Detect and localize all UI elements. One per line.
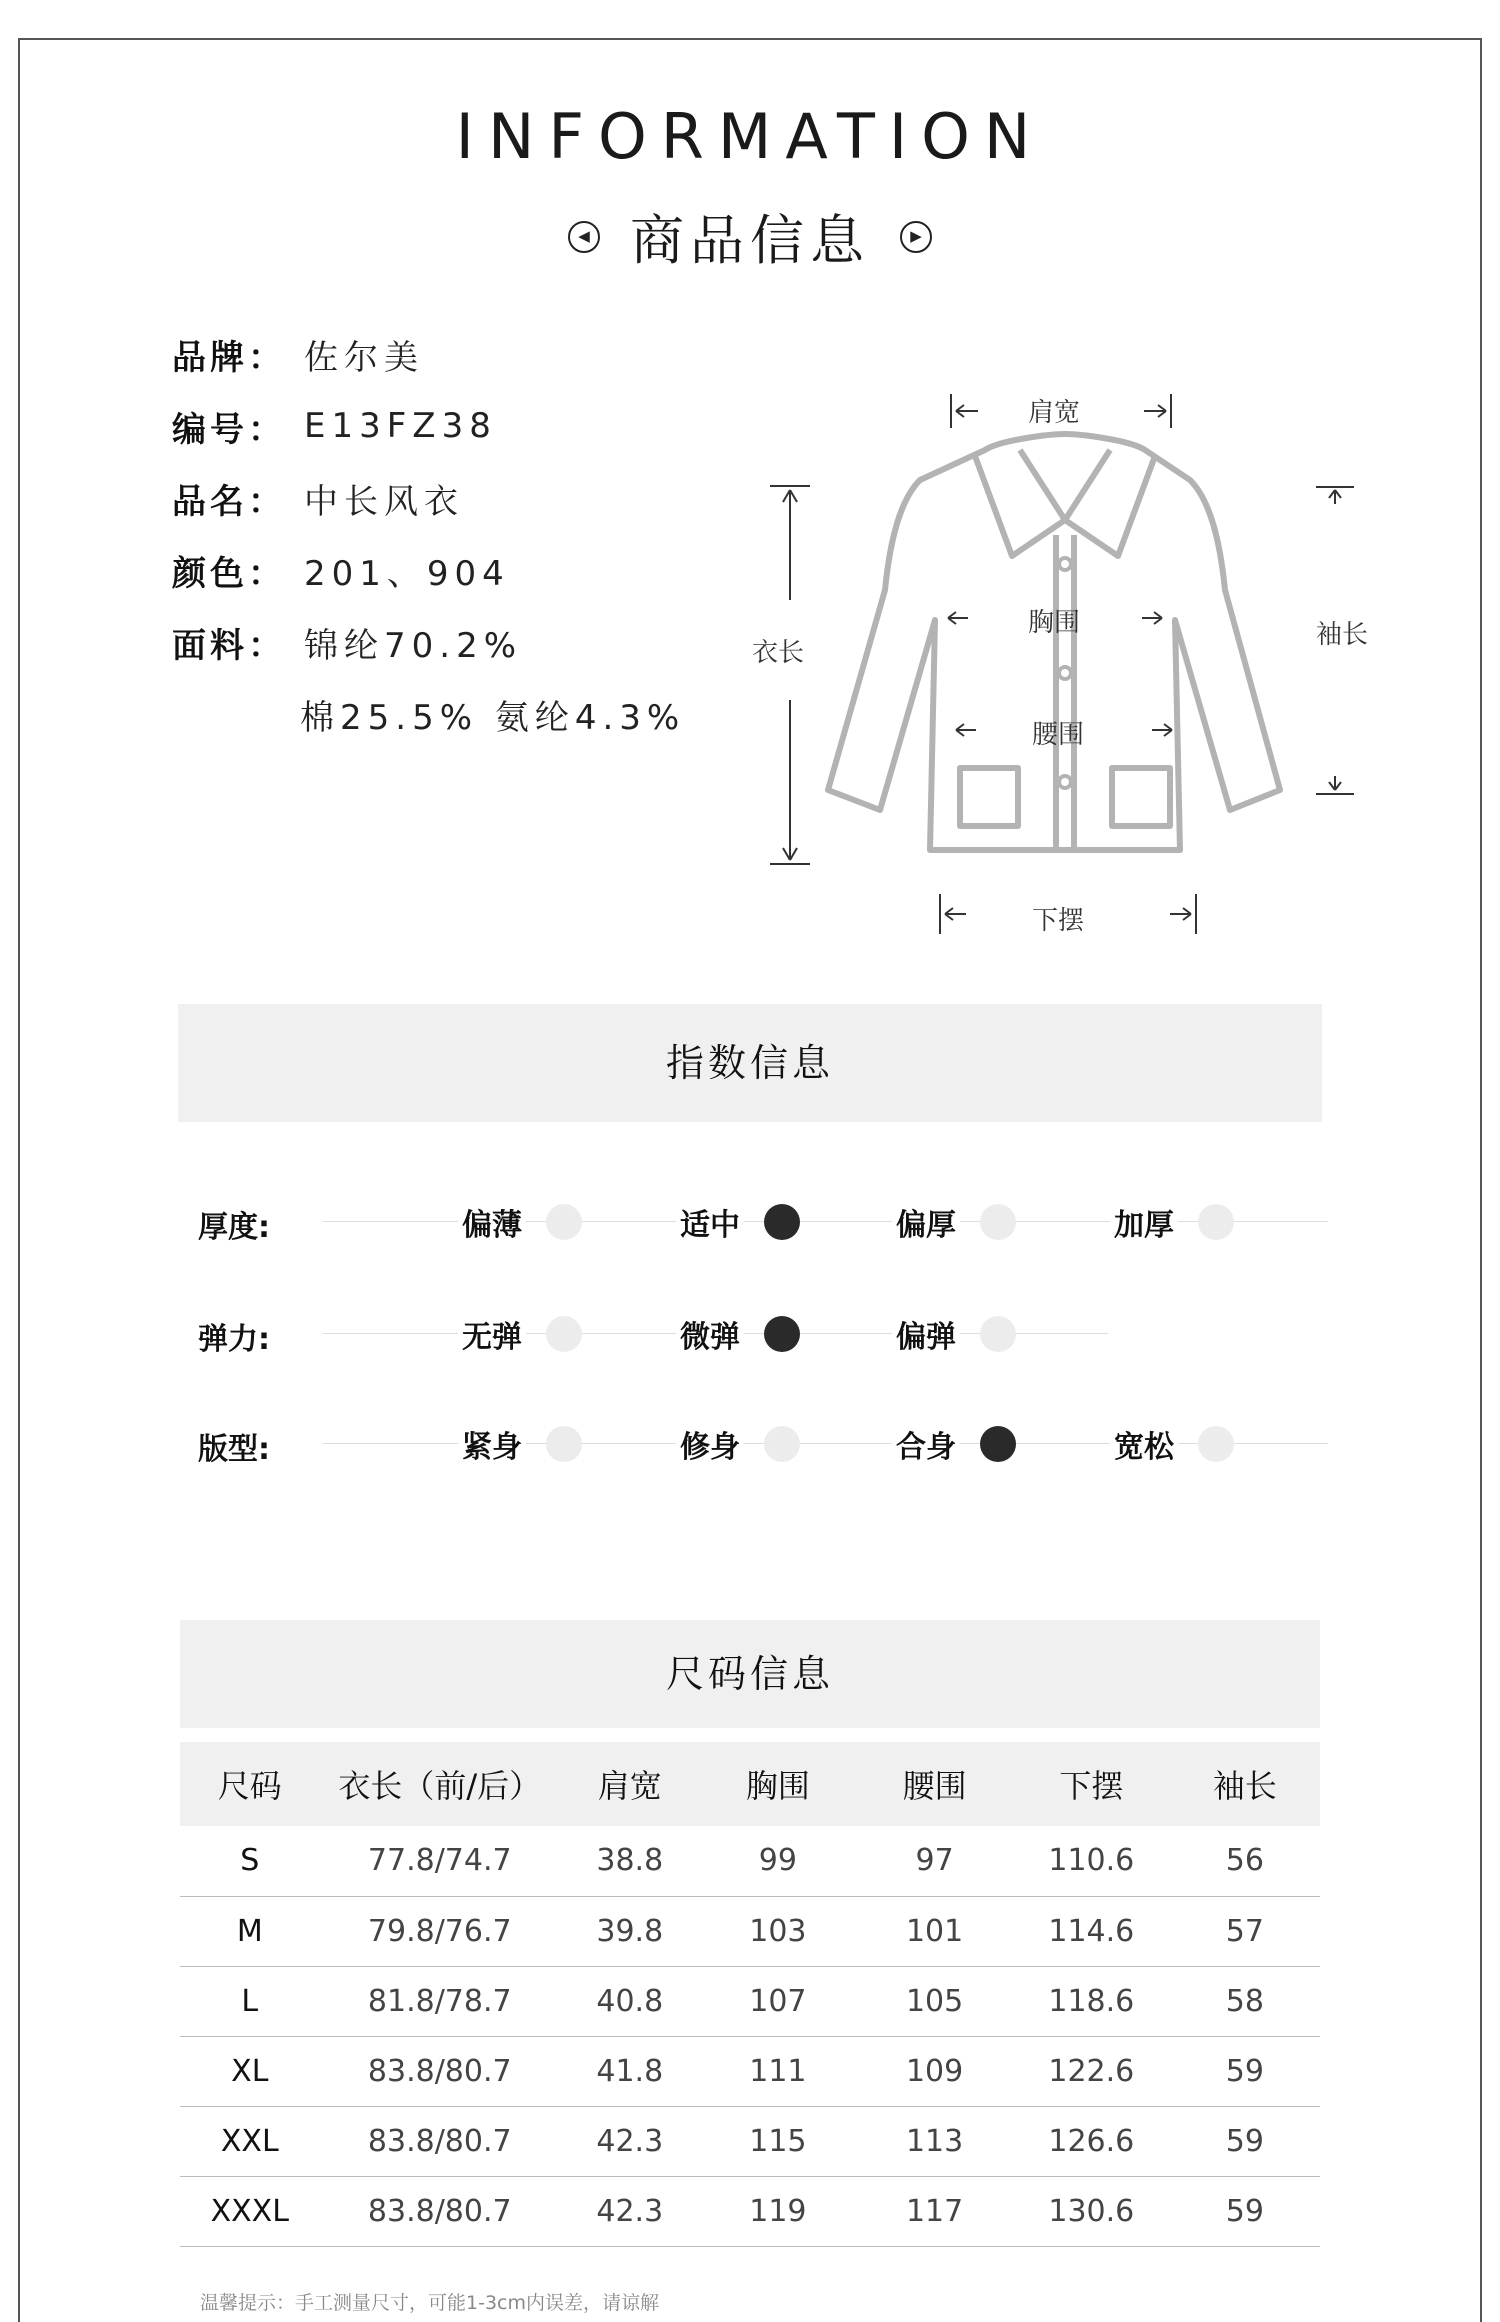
table-cell: 111: [700, 2036, 857, 2106]
option-dot-selected: [980, 1426, 1016, 1462]
info-row-brand: [172, 318, 685, 390]
table-row: [180, 1826, 1320, 1896]
info-row-name: [172, 462, 685, 534]
label-chest: 胸围: [1028, 608, 1081, 638]
info-value: 201、904: [304, 553, 510, 594]
scale-option: [458, 1414, 582, 1474]
table-cell: M: [180, 1896, 320, 1966]
table-cell: XL: [180, 2036, 320, 2106]
table-cell: 115: [700, 2106, 857, 2176]
table-cell: 79.8/76.7: [320, 1896, 560, 1966]
table-cell: 58: [1170, 1966, 1320, 2036]
label-waist: 腰围: [1032, 720, 1085, 750]
table-row: [180, 2036, 1320, 2106]
info-value: 棉25.5% 氨纶4.3%: [300, 697, 686, 738]
table-cell: 83.8/80.7: [320, 2106, 560, 2176]
table-cell: XXL: [180, 2106, 320, 2176]
option-label: 紧身: [458, 1422, 526, 1466]
scale-row-thickness: [198, 1192, 1328, 1252]
table-row: [180, 1966, 1320, 2036]
table-cell: 56: [1170, 1826, 1320, 1896]
table-cell: 83.8/80.7: [320, 2176, 560, 2246]
table-cell: 118.6: [1013, 1966, 1170, 2036]
info-key: 面料：: [172, 625, 286, 666]
option-label: 加厚: [1110, 1200, 1178, 1244]
option-dot: [980, 1204, 1016, 1240]
option-dot: [1198, 1426, 1234, 1462]
table-row: [180, 1896, 1320, 1966]
info-row-color: [172, 534, 685, 606]
option-label: 修身: [676, 1422, 744, 1466]
index-info-title: 指数信息: [178, 1004, 1322, 1122]
table-cell: 117: [856, 2176, 1013, 2246]
info-key: 编号：: [172, 409, 286, 450]
option-label: 偏薄: [458, 1200, 526, 1244]
table-cell: 97: [856, 1826, 1013, 1896]
scale-option: [458, 1192, 582, 1252]
table-header: 袖长: [1170, 1742, 1320, 1826]
table-cell: 57: [1170, 1896, 1320, 1966]
coat-outline-icon: [720, 370, 1400, 950]
table-cell: 99: [700, 1826, 857, 1896]
table-header: 腰围: [856, 1742, 1013, 1826]
size-info-title: 尺码信息: [180, 1620, 1320, 1728]
scale-option: [676, 1304, 800, 1364]
option-label: 宽松: [1110, 1422, 1178, 1466]
scale-row-elasticity: [198, 1304, 1108, 1364]
table-header: 衣长（前/后）: [320, 1742, 560, 1826]
option-label: 适中: [676, 1200, 744, 1244]
table-cell: 122.6: [1013, 2036, 1170, 2106]
table-cell: 107: [700, 1966, 857, 2036]
option-dot: [546, 1204, 582, 1240]
info-value: 中长风衣: [304, 481, 464, 522]
info-key: 颜色：: [172, 553, 286, 594]
table-cell: XXXL: [180, 2176, 320, 2246]
label-sleeve: 袖长: [1316, 620, 1369, 650]
table-cell: 42.3: [560, 2176, 700, 2246]
table-cell: 105: [856, 1966, 1013, 2036]
table-cell: L: [180, 1966, 320, 2036]
option-dot: [546, 1316, 582, 1352]
info-key: 品牌：: [172, 337, 286, 378]
info-row-fabric-cont: [172, 678, 685, 750]
option-dot: [1198, 1204, 1234, 1240]
table-cell: 59: [1170, 2106, 1320, 2176]
scale-option: [892, 1304, 1016, 1364]
table-row: [180, 2106, 1320, 2176]
table-cell: 83.8/80.7: [320, 2036, 560, 2106]
option-label: 偏弹: [892, 1312, 960, 1356]
info-value: 佐尔美: [304, 337, 424, 378]
scale-option: [676, 1192, 800, 1252]
scale-key: 版型:: [198, 1432, 270, 1467]
option-label: 微弹: [676, 1312, 744, 1356]
scale-option: [458, 1304, 582, 1364]
scale-option: [1110, 1192, 1234, 1252]
scale-option: [892, 1414, 1016, 1474]
table-header: 肩宽: [560, 1742, 700, 1826]
table-cell: 59: [1170, 2176, 1320, 2246]
table-header-row: [180, 1742, 1320, 1826]
table-cell: 59: [1170, 2036, 1320, 2106]
scale-key: 弹力:: [198, 1322, 270, 1357]
table-cell: 77.8/74.7: [320, 1826, 560, 1896]
label-hem: 下摆: [1032, 906, 1085, 936]
table-cell: 101: [856, 1896, 1013, 1966]
table-header: 胸围: [700, 1742, 857, 1826]
coat-measurement-diagram: [720, 370, 1400, 950]
table-cell: 113: [856, 2106, 1013, 2176]
title-cn-row: [0, 198, 1500, 275]
option-dot-selected: [764, 1204, 800, 1240]
table-header: 尺码: [180, 1742, 320, 1826]
table-cell: 114.6: [1013, 1896, 1170, 1966]
info-value: 锦纶70.2%: [304, 625, 523, 666]
table-cell: 40.8: [560, 1966, 700, 2036]
right-arrow-icon: ▶: [900, 221, 932, 253]
scale-option: [1110, 1414, 1234, 1474]
option-label: 偏厚: [892, 1200, 960, 1244]
option-dot-selected: [764, 1316, 800, 1352]
option-label: 无弹: [458, 1312, 526, 1356]
left-arrow-icon: ◀: [568, 221, 600, 253]
table-header: 下摆: [1013, 1742, 1170, 1826]
size-table: [180, 1742, 1320, 2247]
scale-option: [676, 1414, 800, 1474]
info-key: 品名：: [172, 481, 286, 522]
info-row-code: [172, 390, 685, 462]
option-dot: [764, 1426, 800, 1462]
table-cell: 126.6: [1013, 2106, 1170, 2176]
label-length: 衣长: [752, 638, 805, 668]
table-cell: 130.6: [1013, 2176, 1170, 2246]
title-en: INFORMATION: [455, 100, 1045, 173]
info-value: E13FZ38: [304, 406, 497, 446]
option-dot: [546, 1426, 582, 1462]
scale-row-fit: [198, 1414, 1328, 1474]
table-cell: 119: [700, 2176, 857, 2246]
table-cell: 39.8: [560, 1896, 700, 1966]
scale-option: [892, 1192, 1016, 1252]
table-cell: 110.6: [1013, 1826, 1170, 1896]
table-cell: 38.8: [560, 1826, 700, 1896]
table-cell: 109: [856, 2036, 1013, 2106]
table-cell: 42.3: [560, 2106, 700, 2176]
product-info: [172, 318, 685, 750]
option-label: 合身: [892, 1422, 960, 1466]
table-cell: S: [180, 1826, 320, 1896]
scale-key: 厚度:: [198, 1210, 270, 1245]
table-cell: 103: [700, 1896, 857, 1966]
option-dot: [980, 1316, 1016, 1352]
title-cn: 商品信息: [630, 209, 870, 272]
table-cell: 41.8: [560, 2036, 700, 2106]
label-shoulder: 肩宽: [1028, 398, 1081, 428]
info-row-fabric: [172, 606, 685, 678]
table-cell: 81.8/78.7: [320, 1966, 560, 2036]
measurement-note: 温馨提示：手工测量尺寸，可能1-3cm内误差，请谅解: [200, 2292, 659, 2314]
table-row: [180, 2176, 1320, 2246]
